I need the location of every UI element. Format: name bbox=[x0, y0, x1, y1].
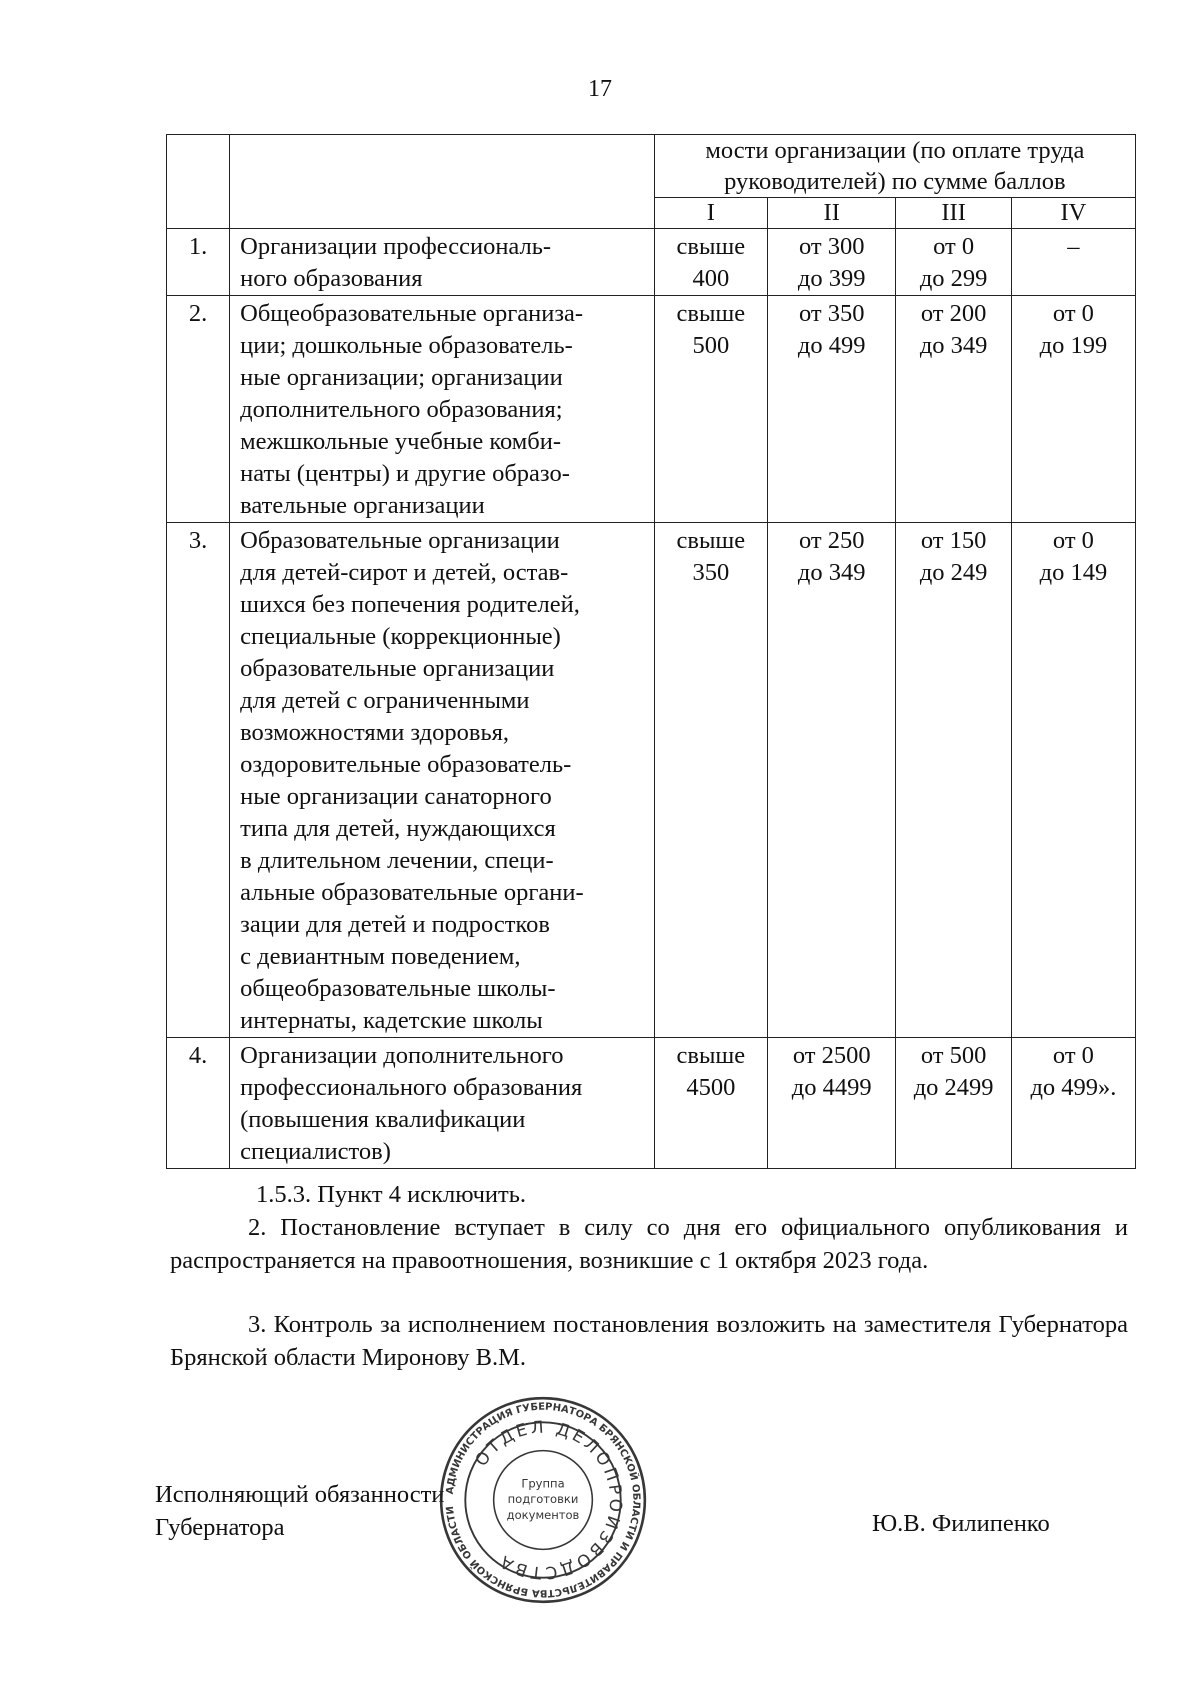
header-name-cell bbox=[230, 135, 655, 229]
row-number: 4. bbox=[167, 1038, 230, 1169]
row-value: от 350 до 499 bbox=[767, 296, 895, 523]
row-number: 2. bbox=[167, 296, 230, 523]
paragraph-2: 2. Постановление вступает в силу со дня его официального опубликования и распространяется на правоотношения, возникшие с 1 октября 2023 года. bbox=[170, 1214, 1128, 1274]
table-row bbox=[167, 523, 1136, 1038]
row-value: от 200 до 349 bbox=[896, 296, 1011, 523]
table-header-row bbox=[167, 135, 1136, 198]
table-row bbox=[167, 1038, 1136, 1169]
grading-table bbox=[166, 134, 1136, 1169]
group-header: мости организации (по оплате труда руководителей) по сумме баллов bbox=[654, 135, 1135, 198]
stamp-center-line3: документов bbox=[506, 1507, 580, 1522]
stamp-middle-text: ОТДЕЛ ДЕЛОПРОИЗВОДСТВА bbox=[470, 1416, 627, 1584]
group-label-3: III bbox=[896, 198, 1011, 229]
row-value: от 300 до 399 bbox=[767, 229, 895, 296]
row-name: Организации профессиональ- ного образования bbox=[230, 229, 655, 296]
row-value: свыше 500 bbox=[654, 296, 767, 523]
group-label-1: I bbox=[654, 198, 767, 229]
row-number: 1. bbox=[167, 229, 230, 296]
row-number: 3. bbox=[167, 523, 230, 1038]
page-number: 17 bbox=[588, 76, 612, 102]
row-name: Общеобразовательные организа- ции; дошкольные образователь- ные организации; организации дополнительного образования; межшкольные учебные комби- наты (центры) и другие образо- вательные организации bbox=[230, 296, 655, 523]
signatory-name: Ю.В. Филипенко bbox=[872, 1510, 1050, 1537]
group-label-4: IV bbox=[1011, 198, 1135, 229]
row-value: от 0 до 299 bbox=[896, 229, 1011, 296]
row-value: от 0 до 149 bbox=[1011, 523, 1135, 1038]
stamp-outer-text: АДМИНИСТРАЦИЯ ГУБЕРНАТОРА БРЯНСКОЙ ОБЛАСТИ И ПРАВИТЕЛЬСТВА БРЯНСКОЙ ОБЛАСТИ bbox=[444, 1401, 642, 1599]
paragraph-3: 3. Контроль за исполнением постановления возложить на заместителя Губернатора Брянской области Миронову В.М. bbox=[170, 1311, 1128, 1371]
signatory-position bbox=[155, 1478, 444, 1544]
row-value: от 500 до 2499 bbox=[896, 1038, 1011, 1169]
table-row bbox=[167, 296, 1136, 523]
official-stamp bbox=[438, 1395, 648, 1605]
row-value: свыше 400 bbox=[654, 229, 767, 296]
row-value: от 250 до 349 bbox=[767, 523, 895, 1038]
paragraph-1-5-3: 1.5.3. Пункт 4 исключить. bbox=[256, 1181, 527, 1208]
row-value: от 0 до 499». bbox=[1011, 1038, 1135, 1169]
row-value: – bbox=[1011, 229, 1135, 296]
row-name: Организации дополнительного профессионального образования (повышения квалификации специалистов) bbox=[230, 1038, 655, 1169]
group-label-2: II bbox=[767, 198, 895, 229]
signatory-position-line1: Исполняющий обязанности bbox=[155, 1481, 445, 1508]
row-value: свыше 4500 bbox=[654, 1038, 767, 1169]
signatory-position-line2: Губернатора bbox=[155, 1514, 285, 1541]
stamp-center-line2: подготовки bbox=[507, 1492, 579, 1507]
row-value: от 2500 до 4499 bbox=[767, 1038, 895, 1169]
row-name: Образовательные организации для детей-сирот и детей, остав- шихся без попечения родителей, специальные (коррекционные) образовательные организации для детей с ограниченными возможностями здоровья, оздоровительные образователь- ные организации санаторного типа для детей, нуждающихся в длительном лечении, специ- альные образовательные органи- зации для детей и подростков с девиантным поведением, общеобразовательные школы- интернаты, кадетские школы bbox=[230, 523, 655, 1038]
row-value: от 0 до 199 bbox=[1011, 296, 1135, 523]
row-value: от 150 до 249 bbox=[896, 523, 1011, 1038]
stamp-center-line1: Группа bbox=[521, 1476, 565, 1491]
row-value: свыше 350 bbox=[654, 523, 767, 1038]
header-num-cell bbox=[167, 135, 230, 229]
table-row bbox=[167, 229, 1136, 296]
